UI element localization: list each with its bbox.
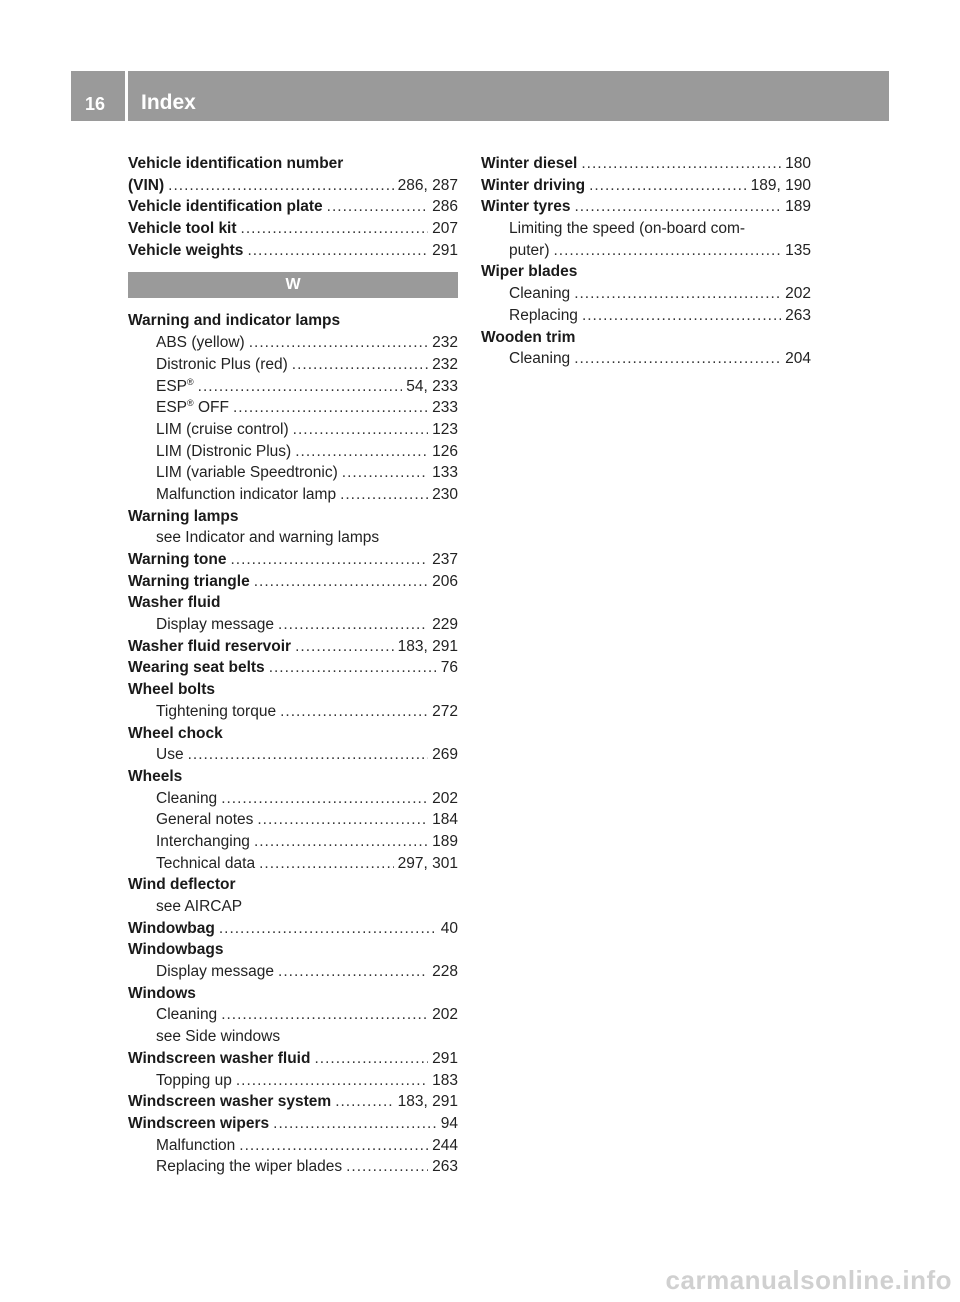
entry-pages: 229: [432, 616, 458, 634]
entry-pages: 180: [785, 155, 811, 172]
index-subentry: [481, 305, 811, 327]
index-entries-w-continued: [481, 153, 811, 370]
entry-term: Replacing the wiper blades: [156, 1158, 343, 1176]
index-entry: [128, 240, 458, 262]
entry-term: Limiting the speed (on-board com-: [509, 220, 746, 238]
entry-pages: 123: [432, 420, 458, 438]
index-entry: [128, 1113, 458, 1135]
leader-dots: [340, 484, 428, 506]
entry-pages: 204: [785, 350, 811, 368]
entry-pages: 269: [432, 746, 458, 764]
index-column-left: [128, 153, 458, 1178]
entry-pages: 202: [785, 285, 811, 303]
leader-dots: [292, 354, 428, 376]
entry-pages: 244: [432, 1136, 458, 1154]
entry-term: ESP® OFF: [156, 398, 229, 417]
entry-term: Windscreen washer fluid: [128, 1049, 311, 1067]
entry-term: Vehicle tool kit: [128, 220, 237, 238]
leader-dots: [269, 657, 437, 679]
entry-pages: 297, 301: [397, 854, 458, 872]
index-subentry: [128, 896, 458, 918]
entry-term: Cleaning: [509, 285, 571, 303]
leader-dots: [273, 1113, 437, 1135]
entry-pages: 202: [432, 789, 458, 807]
entry-pages: 291: [432, 241, 458, 259]
leader-dots: [327, 196, 428, 218]
header-divider: [125, 71, 128, 121]
index-entry: [128, 592, 458, 614]
entry-pages: 202: [432, 1006, 458, 1024]
entry-term: Cleaning: [509, 350, 571, 368]
entry-term: Wheel bolts: [128, 681, 215, 699]
entry-term: Wheel chock: [128, 724, 223, 742]
index-entry: [128, 679, 458, 701]
leader-dots: [342, 462, 428, 484]
index-subentry: [128, 462, 458, 484]
entry-term: puter): [509, 241, 550, 259]
index-subentry: [481, 283, 811, 305]
index-entry: [128, 1091, 458, 1113]
entry-term: Warning tone: [128, 551, 227, 568]
leader-dots: [259, 853, 394, 875]
entry-term: Wearing seat belts: [128, 659, 265, 677]
index-entries-v: [128, 153, 458, 261]
entry-term: Washer fluid reservoir: [128, 637, 292, 655]
index-subentry: [128, 1004, 458, 1026]
index-entry: [481, 327, 811, 349]
leader-dots: [278, 614, 428, 636]
leader-dots: [280, 701, 428, 723]
index-subentry: [481, 348, 811, 370]
entry-term: Vehicle weights: [128, 241, 244, 259]
entry-term: Winter diesel: [481, 155, 578, 172]
entry-term: Winter driving: [481, 176, 586, 194]
entry-term: Windowbag: [128, 919, 215, 937]
index-subentry: [128, 1026, 458, 1048]
entry-term: LIM (Distronic Plus): [156, 442, 292, 460]
leader-dots: [239, 1135, 428, 1157]
entry-pages: 133: [432, 464, 458, 482]
entry-pages: 189: [432, 832, 458, 850]
entry-pages: 189, 190: [750, 176, 811, 194]
index-subentry: [128, 788, 458, 810]
leader-dots: [254, 571, 428, 593]
index-entry: [128, 983, 458, 1005]
watermark: carmanualsonline.info: [665, 1265, 952, 1295]
index-entry: [128, 723, 458, 745]
entry-term: Windowbags: [128, 941, 224, 959]
index-subentry: [128, 1135, 458, 1157]
leader-dots: [589, 175, 747, 197]
entry-term: LIM (cruise control): [156, 420, 289, 438]
section-letter-bar: W: [128, 272, 458, 298]
index-entry: [128, 939, 458, 961]
entry-term: Tightening torque: [156, 702, 277, 720]
index-entry: [481, 175, 811, 197]
index-subentry: [128, 853, 458, 875]
entry-pages: 183, 291: [397, 637, 458, 655]
leader-dots: [247, 240, 428, 262]
entry-pages: 189: [785, 198, 811, 216]
entry-pages: 40: [440, 919, 458, 937]
index-entry: [128, 506, 458, 528]
index-subentry: [128, 376, 458, 398]
index-entry: [128, 196, 458, 218]
entry-pages: 228: [432, 963, 458, 981]
leader-dots: [233, 397, 428, 419]
entry-term: Malfunction indicator lamp: [156, 485, 337, 503]
index-entry: [128, 918, 458, 940]
entry-term: Display message: [156, 963, 275, 981]
entry-pages: 76: [440, 659, 458, 677]
index-subentry: [481, 240, 811, 262]
index-subentry: [481, 218, 811, 240]
leader-dots: [168, 175, 393, 197]
entry-pages: 286, 287: [397, 176, 458, 194]
entry-term: ABS (yellow): [156, 334, 245, 352]
index-entry: [128, 571, 458, 593]
index-subentry: [128, 527, 458, 549]
entry-term: Cleaning: [156, 789, 218, 807]
leader-dots: [295, 636, 394, 658]
entry-term: Topping up: [156, 1071, 232, 1089]
index-subentry: [128, 831, 458, 853]
leader-dots: [574, 196, 781, 218]
entry-term: Cleaning: [156, 1006, 218, 1024]
index-entries-w: [128, 310, 458, 1178]
leader-dots: [346, 1156, 428, 1178]
entry-term: Warning lamps: [128, 507, 239, 525]
leader-dots: [219, 918, 437, 940]
index-entry: [128, 766, 458, 788]
index-entry: [128, 153, 458, 175]
entry-pages: 233: [432, 399, 458, 417]
entry-pages: 291: [432, 1049, 458, 1067]
index-subentry: [128, 332, 458, 354]
index-subentry: [128, 354, 458, 376]
leader-dots: [249, 332, 428, 354]
entry-pages: 183, 291: [397, 1093, 458, 1111]
entry-term: Wiper blades: [481, 263, 578, 281]
entry-term: ESP®: [156, 376, 194, 395]
index-subentry: [128, 484, 458, 506]
entry-pages: 272: [432, 702, 458, 720]
leader-dots: [581, 153, 781, 175]
entry-term: Vehicle identification number: [128, 155, 344, 172]
leader-dots: [241, 218, 429, 240]
leader-dots: [295, 441, 428, 463]
leader-dots: [554, 240, 782, 262]
index-subentry: [128, 441, 458, 463]
entry-pages: 94: [440, 1114, 458, 1132]
entry-pages: 263: [432, 1158, 458, 1176]
entry-pages: 183: [432, 1071, 458, 1089]
index-entry: [481, 261, 811, 283]
index-subentry: [128, 701, 458, 723]
entry-pages: 135: [785, 241, 811, 259]
leader-dots: [221, 1004, 428, 1026]
entry-term: Vehicle identification plate: [128, 198, 323, 216]
index-entry: [128, 1048, 458, 1070]
entry-term: Windows: [128, 984, 196, 1002]
leader-dots: [188, 744, 429, 766]
entry-term: Wind deflector: [128, 876, 236, 894]
index-subentry: [128, 1156, 458, 1178]
leader-dots: [574, 348, 781, 370]
leader-dots: [314, 1048, 428, 1070]
entry-term: Malfunction: [156, 1136, 236, 1154]
entry-pages: 54, 233: [406, 377, 458, 395]
leader-dots: [257, 809, 428, 831]
entry-term: (VIN): [128, 176, 165, 194]
leader-dots: [230, 549, 428, 571]
entry-term: Warning triangle: [128, 572, 250, 590]
index-subentry: [128, 1070, 458, 1092]
entry-term: Distronic Plus (red): [156, 355, 288, 373]
index-subentry: [128, 614, 458, 636]
entry-pages: 184: [432, 811, 458, 829]
entry-term: Replacing: [509, 306, 578, 324]
index-entry: [128, 874, 458, 896]
entry-term: Wheels: [128, 767, 183, 785]
index-entry: [481, 196, 811, 218]
leader-dots: [236, 1070, 428, 1092]
index-subentry: [128, 744, 458, 766]
index-subentry: [128, 809, 458, 831]
page-header: [71, 71, 889, 121]
page-number: 16: [85, 94, 106, 114]
entry-term: see AIRCAP: [156, 898, 243, 915]
entry-pages: 230: [432, 485, 458, 503]
leader-dots: [278, 961, 428, 983]
entry-term: Washer fluid: [128, 594, 221, 612]
index-entry: [128, 175, 458, 197]
index-entry: [128, 657, 458, 679]
entry-term: Interchanging: [156, 832, 250, 850]
page-title: Index: [141, 91, 196, 114]
leader-dots: [582, 305, 781, 327]
entry-pages: 232: [432, 355, 458, 373]
entry-term: Use: [156, 746, 184, 764]
index-entry: [128, 636, 458, 658]
leader-dots: [293, 419, 428, 441]
leader-dots: [335, 1091, 393, 1113]
entry-term: see Indicator and warning lamps: [156, 529, 380, 547]
entry-pages: 207: [432, 220, 458, 238]
leader-dots: [574, 283, 781, 305]
index-entry: [128, 218, 458, 240]
index-entry: [128, 310, 458, 332]
entry-term: General notes: [156, 811, 254, 829]
entry-pages: 286: [432, 198, 458, 216]
index-subentry: [128, 419, 458, 441]
entry-pages: 232: [432, 334, 458, 352]
entry-term: Windscreen washer system: [128, 1093, 332, 1111]
entry-term: Warning and indicator lamps: [128, 312, 341, 330]
leader-dots: [198, 376, 403, 398]
entry-term: LIM (variable Speedtronic): [156, 464, 338, 482]
index-subentry: [128, 961, 458, 983]
entry-term: Display message: [156, 616, 275, 634]
index-entry: [128, 549, 458, 571]
leader-dots: [254, 831, 428, 853]
entry-term: Windscreen wipers: [128, 1114, 270, 1132]
entry-term: Technical data: [156, 854, 256, 872]
leader-dots: [221, 788, 428, 810]
entry-pages: 206: [432, 572, 458, 590]
entry-term: see Side windows: [156, 1028, 281, 1046]
index-column-right: [481, 153, 811, 370]
entry-term: Wooden trim: [481, 328, 576, 346]
entry-pages: 237: [432, 551, 458, 568]
entry-pages: 263: [785, 306, 811, 324]
index-entry: [481, 153, 811, 175]
entry-term: Winter tyres: [481, 198, 571, 216]
entry-pages: 126: [432, 442, 458, 460]
index-subentry: [128, 397, 458, 419]
